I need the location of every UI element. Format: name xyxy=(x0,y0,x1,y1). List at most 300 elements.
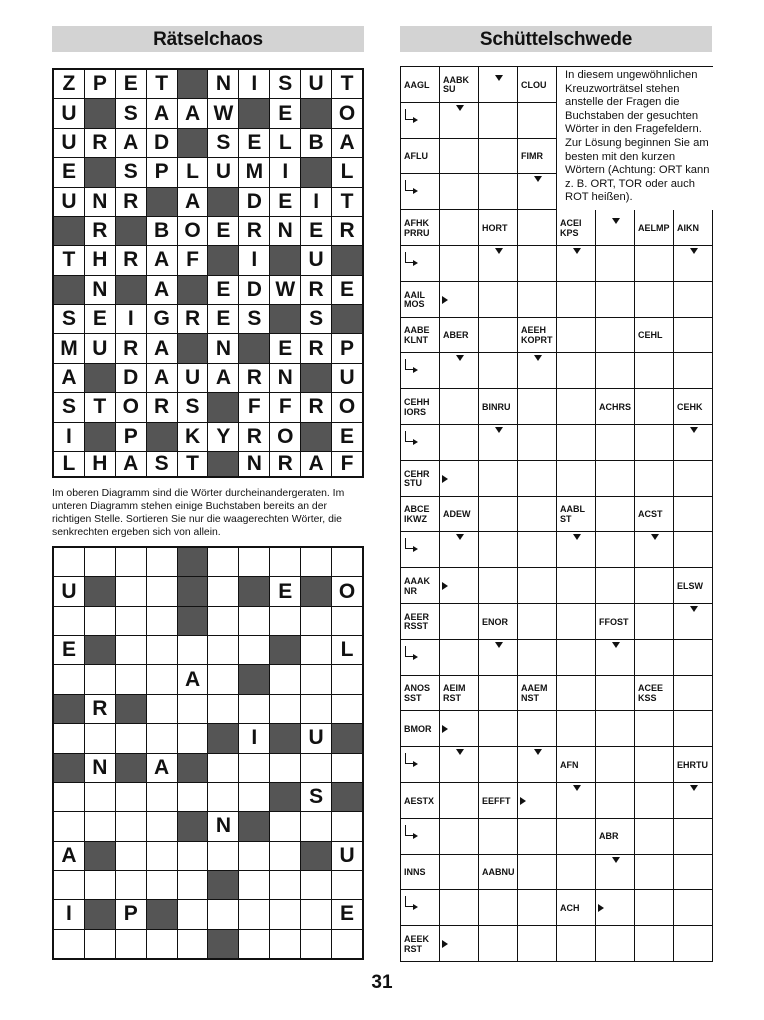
grid-cell[interactable]: O xyxy=(332,99,362,127)
grid-cell[interactable]: I xyxy=(239,246,269,274)
grid-cell[interactable] xyxy=(301,930,331,958)
grid-cell[interactable] xyxy=(301,871,331,899)
answer-cell[interactable] xyxy=(479,890,518,926)
grid-cell[interactable] xyxy=(54,665,84,693)
grid-cell[interactable] xyxy=(301,636,331,664)
answer-cell[interactable] xyxy=(674,282,713,318)
grid-cell[interactable]: P xyxy=(85,70,115,98)
answer-cell[interactable] xyxy=(674,461,713,497)
grid-cell[interactable]: U xyxy=(178,364,208,392)
grid-cell[interactable]: Z xyxy=(54,70,84,98)
grid-cell[interactable]: S xyxy=(147,452,177,476)
grid-cell[interactable]: F xyxy=(178,246,208,274)
grid-cell[interactable]: A xyxy=(116,129,146,157)
grid-cell[interactable]: N xyxy=(85,188,115,216)
grid-cell[interactable] xyxy=(116,636,146,664)
answer-cell[interactable] xyxy=(596,926,635,962)
grid-cell[interactable] xyxy=(116,812,146,840)
answer-cell[interactable] xyxy=(479,174,518,210)
grid-cell[interactable] xyxy=(301,900,331,928)
answer-cell[interactable] xyxy=(596,676,635,712)
grid-cell[interactable]: H xyxy=(85,452,115,476)
grid-cell[interactable]: E xyxy=(270,188,300,216)
grid-cell[interactable] xyxy=(178,636,208,664)
answer-cell[interactable] xyxy=(440,425,479,461)
answer-cell[interactable] xyxy=(518,497,557,533)
grid-cell[interactable]: N xyxy=(208,70,238,98)
answer-cell[interactable] xyxy=(479,67,518,103)
grid-cell[interactable] xyxy=(332,548,362,576)
answer-cell[interactable] xyxy=(440,389,479,425)
grid-cell[interactable] xyxy=(116,577,146,605)
answer-cell[interactable] xyxy=(596,282,635,318)
grid-cell[interactable]: S xyxy=(54,305,84,333)
answer-cell[interactable] xyxy=(596,532,635,568)
answer-cell[interactable] xyxy=(635,568,674,604)
answer-cell[interactable] xyxy=(440,210,479,246)
grid-cell[interactable]: R xyxy=(332,217,362,245)
grid-cell[interactable]: N xyxy=(208,334,238,362)
grid-cell[interactable] xyxy=(270,812,300,840)
grid-cell[interactable]: A xyxy=(54,842,84,870)
answer-cell[interactable] xyxy=(674,890,713,926)
answer-cell[interactable] xyxy=(479,139,518,175)
grid-cell[interactable] xyxy=(208,548,238,576)
grid-cell[interactable]: A xyxy=(208,364,238,392)
answer-cell[interactable] xyxy=(674,676,713,712)
grid-cell[interactable]: L xyxy=(270,129,300,157)
grid-cell[interactable] xyxy=(116,930,146,958)
answer-cell[interactable] xyxy=(557,461,596,497)
answer-cell[interactable] xyxy=(479,461,518,497)
grid-cell[interactable]: O xyxy=(178,217,208,245)
grid-cell[interactable]: O xyxy=(332,577,362,605)
grid-cell[interactable]: P xyxy=(116,900,146,928)
grid-cell[interactable]: I xyxy=(239,724,269,752)
answer-cell[interactable] xyxy=(557,282,596,318)
grid-cell[interactable]: E xyxy=(239,129,269,157)
answer-cell[interactable] xyxy=(557,353,596,389)
grid-cell[interactable] xyxy=(178,695,208,723)
answer-cell[interactable] xyxy=(674,711,713,747)
grid-cell[interactable] xyxy=(178,871,208,899)
grid-cell[interactable]: I xyxy=(116,305,146,333)
grid-cell[interactable]: E xyxy=(270,99,300,127)
answer-cell[interactable] xyxy=(518,568,557,604)
grid-cell[interactable]: E xyxy=(270,334,300,362)
answer-cell[interactable] xyxy=(479,926,518,962)
grid-cell[interactable]: O xyxy=(270,423,300,451)
answer-cell[interactable] xyxy=(557,604,596,640)
grid-cell[interactable]: A xyxy=(147,364,177,392)
answer-cell[interactable] xyxy=(596,497,635,533)
grid-cell[interactable]: L xyxy=(332,158,362,186)
grid-cell[interactable]: L xyxy=(178,158,208,186)
grid-cell[interactable] xyxy=(270,754,300,782)
answer-cell[interactable] xyxy=(635,890,674,926)
grid-cell[interactable]: R xyxy=(301,393,331,421)
grid-cell[interactable] xyxy=(147,665,177,693)
grid-cell[interactable] xyxy=(147,842,177,870)
answer-cell[interactable] xyxy=(674,318,713,354)
grid-cell[interactable]: S xyxy=(54,393,84,421)
grid-cell[interactable] xyxy=(85,548,115,576)
grid-cell[interactable] xyxy=(116,548,146,576)
grid-cell[interactable]: A xyxy=(178,665,208,693)
grid-cell[interactable] xyxy=(178,930,208,958)
grid-cell[interactable]: H xyxy=(85,246,115,274)
grid-cell[interactable] xyxy=(178,724,208,752)
answer-cell[interactable] xyxy=(479,747,518,783)
answer-cell[interactable] xyxy=(440,174,479,210)
grid-cell[interactable] xyxy=(208,842,238,870)
grid-cell[interactable]: A xyxy=(147,334,177,362)
grid-cell[interactable] xyxy=(116,871,146,899)
grid-cell[interactable]: S xyxy=(116,99,146,127)
answer-cell[interactable] xyxy=(674,353,713,389)
grid-cell[interactable]: O xyxy=(116,393,146,421)
grid-cell[interactable]: O xyxy=(332,393,362,421)
grid-cell[interactable] xyxy=(301,812,331,840)
grid-cell[interactable]: I xyxy=(239,70,269,98)
grid-cell[interactable]: R xyxy=(85,217,115,245)
answer-cell[interactable] xyxy=(479,353,518,389)
grid-cell[interactable] xyxy=(332,871,362,899)
grid-cell[interactable]: S xyxy=(270,70,300,98)
grid-cell[interactable]: E xyxy=(116,70,146,98)
answer-cell[interactable] xyxy=(518,640,557,676)
answer-cell[interactable] xyxy=(635,389,674,425)
grid-cell[interactable] xyxy=(208,636,238,664)
grid-cell[interactable] xyxy=(85,783,115,811)
grid-cell[interactable]: N xyxy=(85,276,115,304)
grid-cell[interactable] xyxy=(85,724,115,752)
grid-cell[interactable]: S xyxy=(301,305,331,333)
grid-cell[interactable] xyxy=(54,871,84,899)
grid-cell[interactable]: E xyxy=(270,577,300,605)
grid-cell[interactable] xyxy=(178,783,208,811)
answer-cell[interactable] xyxy=(440,819,479,855)
grid-cell[interactable] xyxy=(147,812,177,840)
grid-cell[interactable]: T xyxy=(147,70,177,98)
grid-cell[interactable] xyxy=(147,607,177,635)
answer-cell[interactable] xyxy=(518,246,557,282)
answer-cell[interactable] xyxy=(557,926,596,962)
answer-cell[interactable] xyxy=(440,604,479,640)
grid-cell[interactable] xyxy=(54,607,84,635)
grid-cell[interactable]: P xyxy=(147,158,177,186)
answer-cell[interactable] xyxy=(674,855,713,891)
grid-cell[interactable]: M xyxy=(54,334,84,362)
answer-cell[interactable] xyxy=(479,819,518,855)
grid-cell[interactable] xyxy=(270,548,300,576)
grid-cell[interactable] xyxy=(85,871,115,899)
grid-cell[interactable]: R xyxy=(116,188,146,216)
answer-cell[interactable] xyxy=(596,246,635,282)
grid-cell[interactable] xyxy=(332,754,362,782)
answer-cell[interactable] xyxy=(518,210,557,246)
answer-cell[interactable] xyxy=(596,318,635,354)
answer-cell[interactable] xyxy=(440,246,479,282)
grid-cell[interactable] xyxy=(270,842,300,870)
grid-cell[interactable] xyxy=(208,577,238,605)
grid-cell[interactable]: A xyxy=(178,188,208,216)
grid-cell[interactable] xyxy=(116,842,146,870)
grid-cell[interactable]: A xyxy=(147,99,177,127)
grid-cell[interactable] xyxy=(301,548,331,576)
answer-cell[interactable] xyxy=(518,855,557,891)
answer-cell[interactable] xyxy=(557,855,596,891)
grid-cell[interactable]: L xyxy=(54,452,84,476)
grid-cell[interactable]: N xyxy=(270,217,300,245)
grid-cell[interactable]: U xyxy=(85,334,115,362)
answer-cell[interactable] xyxy=(596,353,635,389)
grid-cell[interactable]: I xyxy=(301,188,331,216)
grid-cell[interactable] xyxy=(147,577,177,605)
grid-cell[interactable]: T xyxy=(85,393,115,421)
grid-cell[interactable]: R xyxy=(116,334,146,362)
grid-cell[interactable] xyxy=(147,724,177,752)
answer-cell[interactable] xyxy=(518,604,557,640)
grid-cell[interactable]: N xyxy=(239,452,269,476)
grid-cell[interactable]: E xyxy=(301,217,331,245)
answer-cell[interactable] xyxy=(518,890,557,926)
grid-cell[interactable] xyxy=(85,607,115,635)
answer-cell[interactable] xyxy=(635,640,674,676)
grid-cell[interactable] xyxy=(270,665,300,693)
grid-cell[interactable] xyxy=(54,930,84,958)
grid-cell[interactable]: R xyxy=(270,452,300,476)
grid-cell[interactable]: A xyxy=(54,364,84,392)
grid-cell[interactable]: R xyxy=(147,393,177,421)
answer-cell[interactable] xyxy=(635,282,674,318)
answer-cell[interactable] xyxy=(557,389,596,425)
grid-cell[interactable] xyxy=(147,636,177,664)
grid-cell[interactable] xyxy=(208,754,238,782)
answer-cell[interactable] xyxy=(479,103,518,139)
grid-cell[interactable]: D xyxy=(239,188,269,216)
grid-cell[interactable]: U xyxy=(54,99,84,127)
answer-cell[interactable] xyxy=(596,783,635,819)
answer-cell[interactable] xyxy=(635,246,674,282)
answer-cell[interactable] xyxy=(596,461,635,497)
grid-cell[interactable] xyxy=(239,607,269,635)
grid-cell[interactable]: U xyxy=(208,158,238,186)
answer-cell[interactable] xyxy=(479,676,518,712)
answer-cell[interactable] xyxy=(440,855,479,891)
grid-cell[interactable]: Y xyxy=(208,423,238,451)
grid-cell[interactable]: F xyxy=(332,452,362,476)
grid-cell[interactable]: K xyxy=(178,423,208,451)
grid-cell[interactable] xyxy=(54,724,84,752)
answer-cell[interactable] xyxy=(557,819,596,855)
grid-cell[interactable] xyxy=(116,665,146,693)
grid-cell[interactable] xyxy=(116,724,146,752)
answer-cell[interactable] xyxy=(596,425,635,461)
grid-cell[interactable]: E xyxy=(54,636,84,664)
grid-cell[interactable]: A xyxy=(332,129,362,157)
grid-cell[interactable] xyxy=(270,900,300,928)
grid-cell[interactable] xyxy=(208,783,238,811)
grid-cell[interactable] xyxy=(178,842,208,870)
grid-cell[interactable] xyxy=(301,607,331,635)
grid-cell[interactable] xyxy=(301,665,331,693)
grid-cell[interactable]: R xyxy=(301,334,331,362)
answer-cell[interactable] xyxy=(479,532,518,568)
grid-cell[interactable] xyxy=(270,695,300,723)
answer-cell[interactable] xyxy=(440,783,479,819)
answer-cell[interactable] xyxy=(440,890,479,926)
grid-cell[interactable]: S xyxy=(301,783,331,811)
grid-cell[interactable]: R xyxy=(85,695,115,723)
grid-cell[interactable] xyxy=(239,548,269,576)
grid-cell[interactable]: M xyxy=(239,158,269,186)
grid-cell[interactable] xyxy=(239,636,269,664)
answer-cell[interactable] xyxy=(440,640,479,676)
grid-cell[interactable]: S xyxy=(178,393,208,421)
answer-cell[interactable] xyxy=(635,461,674,497)
answer-cell[interactable] xyxy=(518,926,557,962)
grid-cell[interactable] xyxy=(116,783,146,811)
grid-cell[interactable]: W xyxy=(270,276,300,304)
answer-cell[interactable] xyxy=(518,103,557,139)
grid-cell[interactable] xyxy=(147,548,177,576)
grid-cell[interactable]: A xyxy=(178,99,208,127)
answer-cell[interactable] xyxy=(479,711,518,747)
grid-cell[interactable]: D xyxy=(147,129,177,157)
answer-cell[interactable] xyxy=(596,568,635,604)
grid-cell[interactable] xyxy=(208,665,238,693)
answer-cell[interactable] xyxy=(557,640,596,676)
grid-cell[interactable]: B xyxy=(147,217,177,245)
answer-cell[interactable] xyxy=(557,711,596,747)
answer-cell[interactable] xyxy=(557,425,596,461)
grid-cell[interactable] xyxy=(116,607,146,635)
answer-cell[interactable] xyxy=(596,747,635,783)
grid-cell[interactable] xyxy=(147,783,177,811)
answer-cell[interactable] xyxy=(518,389,557,425)
answer-cell[interactable] xyxy=(596,711,635,747)
grid-cell[interactable]: U xyxy=(301,724,331,752)
grid-cell[interactable] xyxy=(208,695,238,723)
grid-cell[interactable]: I xyxy=(54,900,84,928)
grid-cell[interactable] xyxy=(85,812,115,840)
grid-cell[interactable] xyxy=(239,754,269,782)
answer-cell[interactable] xyxy=(518,711,557,747)
grid-cell[interactable]: U xyxy=(54,188,84,216)
grid-cell[interactable] xyxy=(332,812,362,840)
grid-cell[interactable]: E xyxy=(208,217,238,245)
grid-cell[interactable]: D xyxy=(239,276,269,304)
grid-cell[interactable]: A xyxy=(147,246,177,274)
grid-cell[interactable] xyxy=(270,871,300,899)
grid-cell[interactable] xyxy=(54,548,84,576)
grid-cell[interactable]: E xyxy=(332,423,362,451)
grid-cell[interactable]: U xyxy=(54,577,84,605)
grid-cell[interactable]: A xyxy=(147,276,177,304)
grid-cell[interactable]: U xyxy=(301,246,331,274)
grid-cell[interactable] xyxy=(239,842,269,870)
answer-cell[interactable] xyxy=(518,282,557,318)
answer-cell[interactable] xyxy=(557,676,596,712)
grid-cell[interactable] xyxy=(270,930,300,958)
answer-cell[interactable] xyxy=(596,210,635,246)
answer-cell[interactable] xyxy=(479,282,518,318)
answer-cell[interactable] xyxy=(635,819,674,855)
answer-cell[interactable] xyxy=(674,640,713,676)
answer-cell[interactable] xyxy=(479,497,518,533)
grid-cell[interactable] xyxy=(54,812,84,840)
grid-cell[interactable]: I xyxy=(270,158,300,186)
grid-cell[interactable]: S xyxy=(116,158,146,186)
answer-cell[interactable] xyxy=(635,926,674,962)
grid-cell[interactable] xyxy=(147,871,177,899)
grid-cell[interactable] xyxy=(332,930,362,958)
grid-cell[interactable] xyxy=(332,665,362,693)
grid-cell[interactable]: T xyxy=(332,188,362,216)
grid-cell[interactable]: E xyxy=(54,158,84,186)
answer-cell[interactable] xyxy=(635,425,674,461)
grid-cell[interactable]: A xyxy=(301,452,331,476)
answer-cell[interactable] xyxy=(674,532,713,568)
answer-cell[interactable] xyxy=(635,711,674,747)
answer-cell[interactable] xyxy=(674,497,713,533)
grid-cell[interactable]: S xyxy=(208,129,238,157)
answer-cell[interactable] xyxy=(479,318,518,354)
grid-cell[interactable]: D xyxy=(116,364,146,392)
grid-cell[interactable] xyxy=(239,695,269,723)
answer-cell[interactable] xyxy=(635,604,674,640)
grid-cell[interactable] xyxy=(208,607,238,635)
grid-cell[interactable] xyxy=(239,783,269,811)
grid-cell[interactable]: R xyxy=(239,217,269,245)
answer-cell[interactable] xyxy=(635,783,674,819)
grid-cell[interactable] xyxy=(147,695,177,723)
grid-cell[interactable]: E xyxy=(332,276,362,304)
answer-cell[interactable] xyxy=(635,855,674,891)
grid-cell[interactable]: F xyxy=(239,393,269,421)
answer-cell[interactable] xyxy=(635,747,674,783)
grid-cell[interactable] xyxy=(85,930,115,958)
grid-cell[interactable] xyxy=(301,695,331,723)
answer-cell[interactable] xyxy=(674,819,713,855)
grid-cell[interactable] xyxy=(332,695,362,723)
grid-cell[interactable]: W xyxy=(208,99,238,127)
grid-cell[interactable]: N xyxy=(208,812,238,840)
answer-cell[interactable] xyxy=(479,568,518,604)
answer-cell[interactable] xyxy=(557,568,596,604)
answer-cell[interactable] xyxy=(518,461,557,497)
grid-cell[interactable]: S xyxy=(239,305,269,333)
grid-cell[interactable]: T xyxy=(54,246,84,274)
grid-cell[interactable]: G xyxy=(147,305,177,333)
answer-cell[interactable] xyxy=(674,926,713,962)
answer-cell[interactable] xyxy=(440,139,479,175)
grid-cell[interactable]: T xyxy=(178,452,208,476)
grid-cell[interactable]: U xyxy=(332,364,362,392)
grid-cell[interactable] xyxy=(208,900,238,928)
grid-cell[interactable] xyxy=(178,900,208,928)
grid-cell[interactable]: L xyxy=(332,636,362,664)
grid-cell[interactable]: E xyxy=(332,900,362,928)
grid-cell[interactable]: A xyxy=(147,754,177,782)
grid-cell[interactable]: E xyxy=(208,276,238,304)
grid-cell[interactable]: T xyxy=(332,70,362,98)
answer-cell[interactable] xyxy=(557,318,596,354)
grid-cell[interactable]: U xyxy=(332,842,362,870)
grid-cell[interactable]: P xyxy=(116,423,146,451)
grid-cell[interactable]: E xyxy=(85,305,115,333)
